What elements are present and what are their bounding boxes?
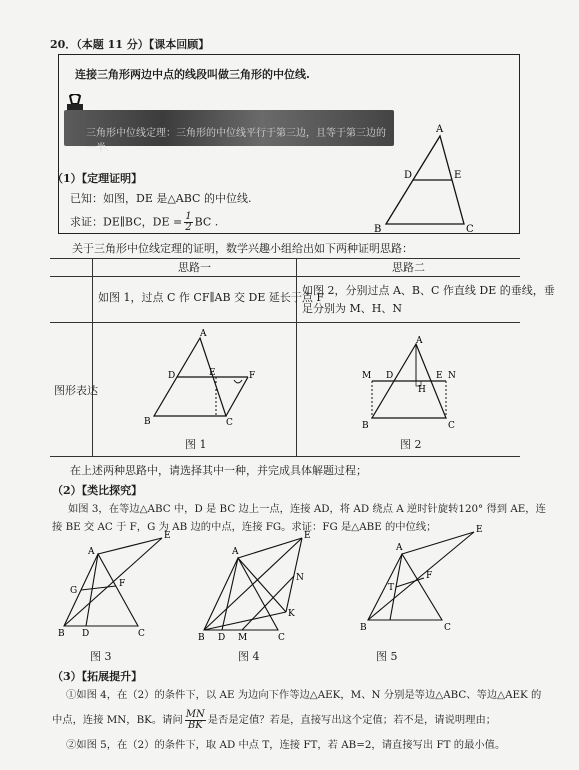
svg-text:C: C — [444, 623, 451, 633]
svg-text:E: E — [476, 525, 483, 535]
svg-text:E: E — [436, 371, 443, 381]
part3-q1-text-2: 中点，连接 MN，BK。请问 $\frac{MN}{BK}$ 是否是定值？若是，直接写出这个定值；若不是，请说明理由； — [52, 708, 497, 731]
figure-3-caption: 图 3 — [90, 650, 112, 663]
svg-text:B: B — [58, 629, 65, 639]
label-C: C — [466, 224, 474, 235]
table-middle-divider — [296, 258, 297, 456]
svg-text:E: E — [209, 368, 216, 378]
part2-text-2: 接 BE 交 AC 于 F，G 为 AB 边的中点，连接 FG。求证：FG 是△ABE 的中位线； — [52, 521, 437, 533]
figure-2 — [358, 336, 468, 432]
svg-text:D: D — [168, 371, 176, 381]
table-idea2-text-2: 足分别为 M、H、N — [302, 302, 402, 315]
svg-text:K: K — [288, 609, 295, 619]
figure-5-caption: 图 5 — [376, 650, 398, 663]
label-E: E — [454, 170, 462, 181]
part1-title: （1）【定理证明】 — [52, 172, 143, 185]
figure-1-caption: 图 1 — [185, 438, 207, 451]
svg-text:C: C — [278, 633, 285, 643]
ideas-intro: 关于三角形中位线定理的证明，数学兴趣小组给出如下两种证明思路： — [72, 242, 413, 255]
svg-text:A: A — [232, 547, 239, 557]
svg-text:M: M — [238, 633, 248, 643]
prove-suffix: BC . — [194, 215, 219, 229]
svg-text:D: D — [386, 371, 394, 381]
svg-text:N: N — [296, 573, 304, 583]
svg-text:N: N — [448, 371, 456, 381]
svg-text:T: T — [388, 583, 395, 593]
problem-header: 20．（本题 11 分）【课本回顾】 — [50, 38, 210, 51]
table-label-column-divider — [92, 258, 93, 456]
given-statement: 已知：如图，DE 是△ABC 的中位线. — [70, 192, 252, 205]
label-D: D — [404, 170, 413, 181]
table-row-label: 图形表达 — [54, 384, 98, 397]
svg-text:A: A — [200, 329, 207, 339]
table-head-idea1: 思路一 — [178, 261, 211, 274]
table-header-divider — [50, 276, 520, 277]
midline-definition: 连接三角形两边中点的线段叫做三角形的中位线. — [75, 68, 310, 81]
figure-1 — [140, 328, 260, 428]
table-head-idea2: 思路二 — [392, 261, 425, 274]
table-idea1-text: 如图 1，过点 C 作 CF∥AB 交 DE 延长于点 F — [98, 291, 325, 304]
svg-text:A: A — [88, 547, 95, 557]
svg-text:E: E — [164, 531, 171, 541]
table-row-divider — [50, 322, 520, 323]
part3-q1-text-1: ①如图 4，在（2）的条件下，以 AE 为边向下作等边△AEK，M、N 分别是等边△ABC、等边△AEK 的 — [66, 689, 542, 701]
svg-text:M: M — [362, 371, 372, 381]
part3-q2-text: ②如图 5，在（2）的条件下，取 AD 中点 T，连接 FT，若 AB=2，请直接写出 FT 的最小值。 — [66, 739, 506, 751]
prove-statement — [70, 212, 218, 233]
svg-text:G: G — [70, 586, 78, 596]
main-triangle-figure — [370, 120, 480, 235]
part2-text-1: 如图 3，在等边△ABC 中，D 是 BC 边上一点，连接 AD，将 AD 绕点 A 逆时针旋转120° 得到 AE，连 — [68, 503, 546, 515]
svg-text:C: C — [226, 418, 233, 428]
svg-text:A: A — [416, 336, 423, 346]
figure-4 — [198, 524, 328, 646]
svg-text:B: B — [360, 623, 367, 633]
svg-text:C: C — [138, 629, 145, 639]
table-idea2-text-1: 如图 2，分别过点 A、B、C 作直线 DE 的垂线，垂 — [302, 284, 555, 297]
svg-text:H: H — [418, 385, 426, 395]
one-half-fraction: $\frac{1}{2}$ — [185, 211, 192, 233]
svg-text:A: A — [396, 543, 403, 553]
part3-title: （3）【拓展提升】 — [52, 670, 143, 683]
theorem-banner — [64, 110, 394, 154]
svg-text:D: D — [218, 633, 226, 643]
choose-instruction: 在上述两种思路中，请选择其中一种，并完成具体解题过程； — [70, 464, 367, 477]
svg-text:D: D — [82, 629, 90, 639]
figure-2-caption: 图 2 — [400, 438, 422, 451]
svg-text:E: E — [304, 531, 311, 541]
label-B: B — [374, 224, 382, 235]
svg-text:F: F — [426, 571, 433, 581]
prove-prefix: 求证：DE∥BC，DE = — [70, 215, 183, 229]
svg-text:B: B — [362, 421, 369, 431]
svg-text:B: B — [144, 417, 151, 427]
table-bottom-border — [50, 456, 520, 457]
figure-5 — [360, 520, 490, 638]
part2-title: （2）【类比探究】 — [52, 484, 143, 497]
table-top-border — [50, 258, 520, 259]
mn-over-bk-fraction: $\frac{MN}{BK}$ — [185, 708, 205, 731]
label-A: A — [436, 124, 444, 135]
svg-text:B: B — [198, 633, 205, 643]
svg-text:F: F — [119, 579, 126, 589]
figure-4-caption: 图 4 — [238, 650, 260, 663]
svg-text:C: C — [448, 421, 455, 431]
theorem-text: 三角形中位线定理：三角形的中位线平行于第三边，且等于第三边的一半. — [86, 128, 386, 154]
svg-text:F: F — [249, 371, 256, 381]
figure-3 — [58, 530, 178, 640]
